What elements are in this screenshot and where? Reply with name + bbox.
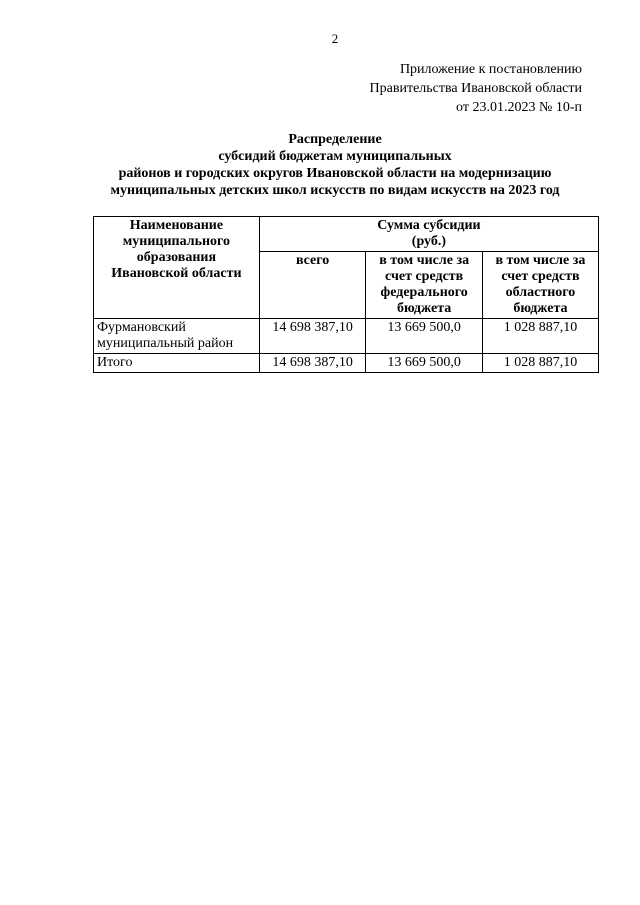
document-title: [40, 131, 630, 199]
row-regional: 1 028 887,10: [482, 354, 598, 373]
row-federal: 13 669 500,0: [366, 354, 482, 373]
table-header-row: [94, 217, 599, 252]
appendix-line-3: от 23.01.2023 № 10-п: [456, 100, 582, 115]
header-sum-label: Сумма субсидии: [377, 218, 481, 233]
title-line-3: районов и городских округов Ивановской области на модернизацию: [118, 166, 552, 181]
page-number: 2: [331, 31, 339, 46]
row-name: Фурмановский муниципальный район: [94, 319, 260, 354]
table-row: [94, 319, 599, 354]
appendix-line-2: Правительства Ивановской области: [369, 81, 582, 96]
subsidy-table: [93, 216, 599, 373]
header-regional: в том числе за счет средств областного бюджета: [482, 252, 598, 319]
appendix-header: [370, 60, 582, 117]
row-total: 14 698 387,10: [259, 319, 366, 354]
title-line-1: Распределение: [288, 132, 382, 147]
header-federal: в том числе за счет средств федерального бюджета: [366, 252, 482, 319]
row-federal: 13 669 500,0: [366, 319, 482, 354]
row-regional: 1 028 887,10: [482, 319, 598, 354]
row-name: Итого: [94, 354, 260, 373]
header-name: Наименование муниципального образования Ивановской области: [94, 217, 260, 319]
header-sum: [259, 217, 598, 252]
header-total: всего: [259, 252, 366, 319]
row-total: 14 698 387,10: [259, 354, 366, 373]
header-sum-unit: (руб.): [411, 234, 447, 249]
appendix-line-1: Приложение к постановлению: [399, 62, 582, 77]
title-line-2: субсидий бюджетам муниципальных: [218, 149, 452, 164]
table-row-total: [94, 354, 599, 373]
title-line-4: муниципальных детских школ искусств по видам искусств на 2023 год: [110, 183, 560, 198]
